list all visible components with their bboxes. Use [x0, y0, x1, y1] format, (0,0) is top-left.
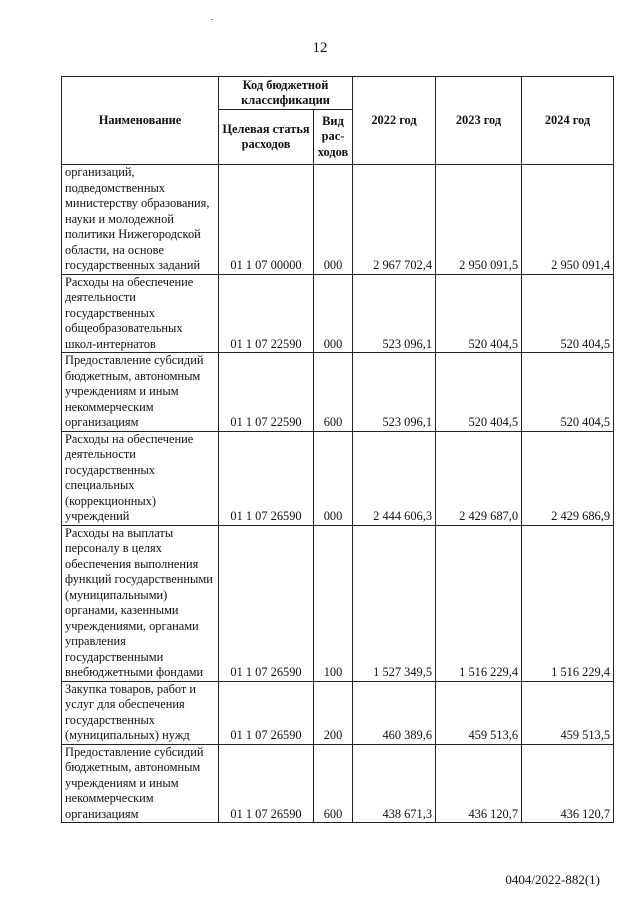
amount-2022: 2 967 702,4: [353, 165, 436, 275]
table-row: [62, 681, 614, 744]
amount-2023: 520 404,5: [436, 274, 522, 353]
amount-2024: 2 429 686,9: [522, 431, 614, 525]
table-row: [62, 431, 614, 525]
expense-type: 000: [314, 274, 353, 353]
page-number: 12: [312, 40, 328, 56]
header-name: Наименование: [62, 77, 219, 165]
header-row-top: [62, 77, 614, 110]
amount-2023: 459 513,6: [436, 681, 522, 744]
expense-type: 600: [314, 744, 353, 823]
document-id: 0404/2022-882(1): [505, 872, 600, 887]
amount-2024: 520 404,5: [522, 274, 614, 353]
row-name: Расходы на выплаты персоналу в целях обеспечения выполнения функций государственными (муниципальными) органами, казенными учреждениями, органами управления государственными внебюджетными фондами: [62, 525, 219, 681]
expense-type: 100: [314, 525, 353, 681]
amount-2023: 1 516 229,4: [436, 525, 522, 681]
amount-2023: 436 120,7: [436, 744, 522, 823]
row-name: Предоставление субсидий бюджетным, автономным учреждениям и иным некоммерческим организациям: [62, 353, 219, 432]
row-name: Закупка товаров, работ и услуг для обеспечения государственных (муниципальных) нужд: [62, 681, 219, 744]
table-row: [62, 525, 614, 681]
table-row: [62, 274, 614, 353]
row-name: Предоставление субсидий бюджетным, автономным учреждениям и иным некоммерческим организациям: [62, 744, 219, 823]
amount-2022: 523 096,1: [353, 353, 436, 432]
amount-2024: 520 404,5: [522, 353, 614, 432]
amount-2022: 1 527 349,5: [353, 525, 436, 681]
target-article: 01 1 07 26590: [219, 744, 314, 823]
amount-2024: 436 120,7: [522, 744, 614, 823]
amount-2022: 460 389,6: [353, 681, 436, 744]
amount-2022: 438 671,3: [353, 744, 436, 823]
header-code-target: Целевая статья расходов: [219, 110, 314, 165]
scan-speck: [211, 19, 213, 20]
expense-type: 600: [314, 353, 353, 432]
target-article: 01 1 07 22590: [219, 274, 314, 353]
header-code-group: Код бюджетной классификации: [219, 77, 353, 110]
target-article: 01 1 07 22590: [219, 353, 314, 432]
table-body: [62, 165, 614, 823]
amount-2024: 1 516 229,4: [522, 525, 614, 681]
row-name: Расходы на обеспечение деятельности государственных специальных (коррекционных) учреждений: [62, 431, 219, 525]
row-name: Расходы на обеспечение деятельности государственных общеобразовательных школ-интернатов: [62, 274, 219, 353]
amount-2022: 523 096,1: [353, 274, 436, 353]
table-row: [62, 744, 614, 823]
amount-2023: 2 429 687,0: [436, 431, 522, 525]
expense-type: 000: [314, 431, 353, 525]
amount-2024: 2 950 091,4: [522, 165, 614, 275]
expense-type: 000: [314, 165, 353, 275]
table-row: [62, 353, 614, 432]
table-row: [62, 165, 614, 275]
target-article: 01 1 07 00000: [219, 165, 314, 275]
target-article: 01 1 07 26590: [219, 431, 314, 525]
target-article: 01 1 07 26590: [219, 681, 314, 744]
amount-2024: 459 513,5: [522, 681, 614, 744]
row-name: организаций, подведомственных министерству образования, науки и молодежной политики Нижегородской области, на основе государственных заданий: [62, 165, 219, 275]
header-2022: 2022 год: [353, 77, 436, 165]
amount-2023: 520 404,5: [436, 353, 522, 432]
target-article: 01 1 07 26590: [219, 525, 314, 681]
header-2024: 2024 год: [522, 77, 614, 165]
header-code-type: Вид рас-ходов: [314, 110, 353, 165]
expense-type: 200: [314, 681, 353, 744]
header-2023: 2023 год: [436, 77, 522, 165]
amount-2022: 2 444 606,3: [353, 431, 436, 525]
amount-2023: 2 950 091,5: [436, 165, 522, 275]
budget-table: [61, 76, 614, 823]
